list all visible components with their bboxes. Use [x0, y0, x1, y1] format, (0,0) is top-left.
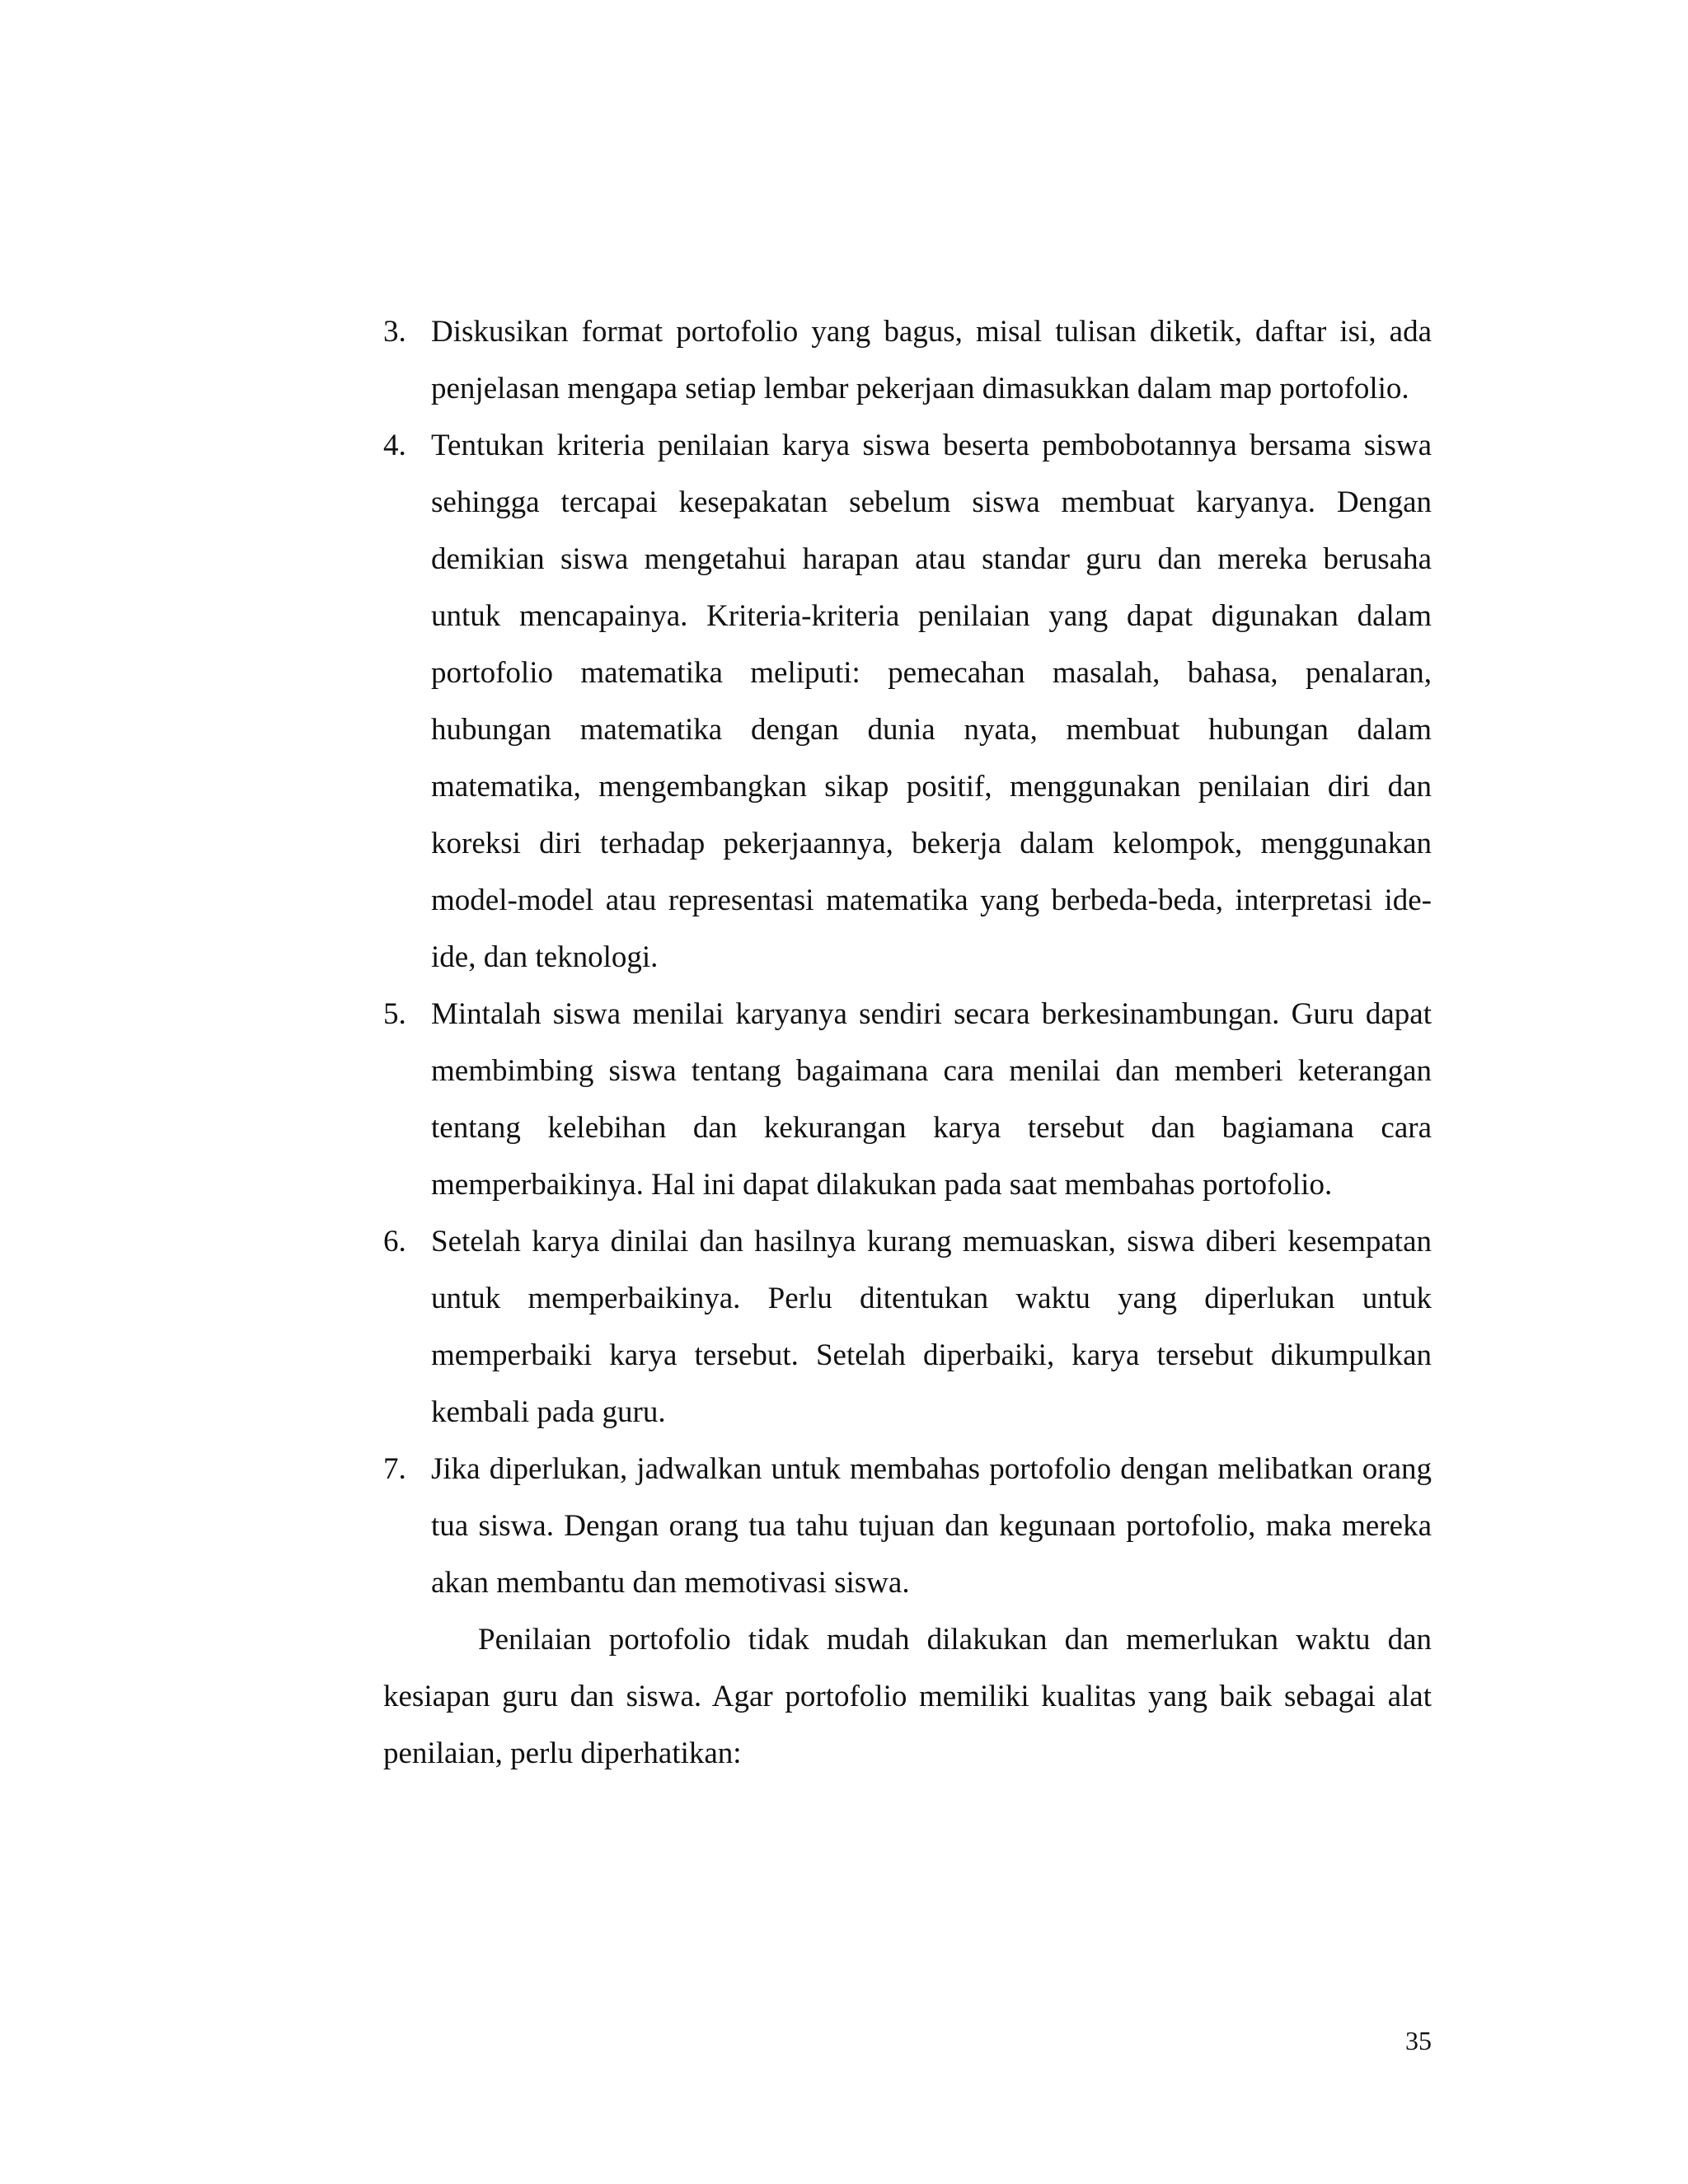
list-item	[383, 1441, 1432, 1611]
document-page	[383, 303, 1432, 1782]
list-item-text: Diskusikan format portofolio yang bagus, misal tulisan diketik, daftar isi, ada penjelasan mengapa setiap lembar pekerjaan dimasukkan dalam map portofolio.	[431, 315, 1432, 405]
list-item-text: Jika diperlukan, jadwalkan untuk membahas portofolio dengan melibatkan orang tua siswa. Dengan orang tua tahu tujuan dan kegunaan portofolio, maka mereka akan membantu dan memotivasi siswa.	[431, 1452, 1432, 1600]
list-item-text: Mintalah siswa menilai karyanya sendiri secara berkesinambungan. Guru dapat membimbing siswa tentang bagaimana cara menilai dan memberi keterangan tentang kelebihan dan kekurangan karya tersebut dan bagiamana cara memperbaikinya. Hal ini dapat dilakukan pada saat membahas portofolio.	[431, 997, 1432, 1202]
list-item-text: Setelah karya dinilai dan hasilnya kurang memuaskan, siswa diberi kesempatan untuk memperbaikinya. Perlu ditentukan waktu yang diperlukan untuk memperbaiki karya tersebut. Setelah diperbaiki, karya tersebut dikumpulkan kembali pada guru.	[431, 1225, 1432, 1429]
list-item	[383, 1213, 1432, 1441]
list-item-number: 4.	[383, 429, 406, 462]
list-item	[383, 417, 1432, 986]
list-item-number: 3.	[383, 315, 406, 349]
list-item-number: 6.	[383, 1225, 406, 1258]
list-item	[383, 986, 1432, 1213]
list-item-number: 7.	[383, 1452, 406, 1486]
list-item-number: 5.	[383, 997, 406, 1031]
list-item	[383, 303, 1432, 417]
list-item-text: Tentukan kriteria penilaian karya siswa beserta pembobotannya bersama siswa sehingga tercapai kesepakatan sebelum siswa membuat karyanya. Dengan demikian siswa mengetahui harapan atau standar guru dan mereka berusaha untuk mencapainya. Kriteria-kriteria penilaian yang dapat digunakan dalam portofolio matematika meliputi: pemecahan masalah, bahasa, penalaran, hubungan matematika dengan dunia nyata, membuat hubungan dalam matematika, mengembangkan sikap positif, menggunakan penilaian diri dan koreksi diri terhadap pekerjaannya, bekerja dalam kelompok, menggunakan model-model atau representasi matematika yang berbeda-beda, interpretasi ide-ide, dan teknologi.	[431, 429, 1432, 974]
page-number: 35	[1405, 2026, 1432, 2055]
numbered-list	[383, 303, 1432, 1611]
closing-paragraph: Penilaian portofolio tidak mudah dilakukan dan memerlukan waktu dan kesiapan guru dan siswa. Agar portofolio memiliki kualitas yang baik sebagai alat penilaian, perlu diperhatikan:	[383, 1623, 1432, 1770]
